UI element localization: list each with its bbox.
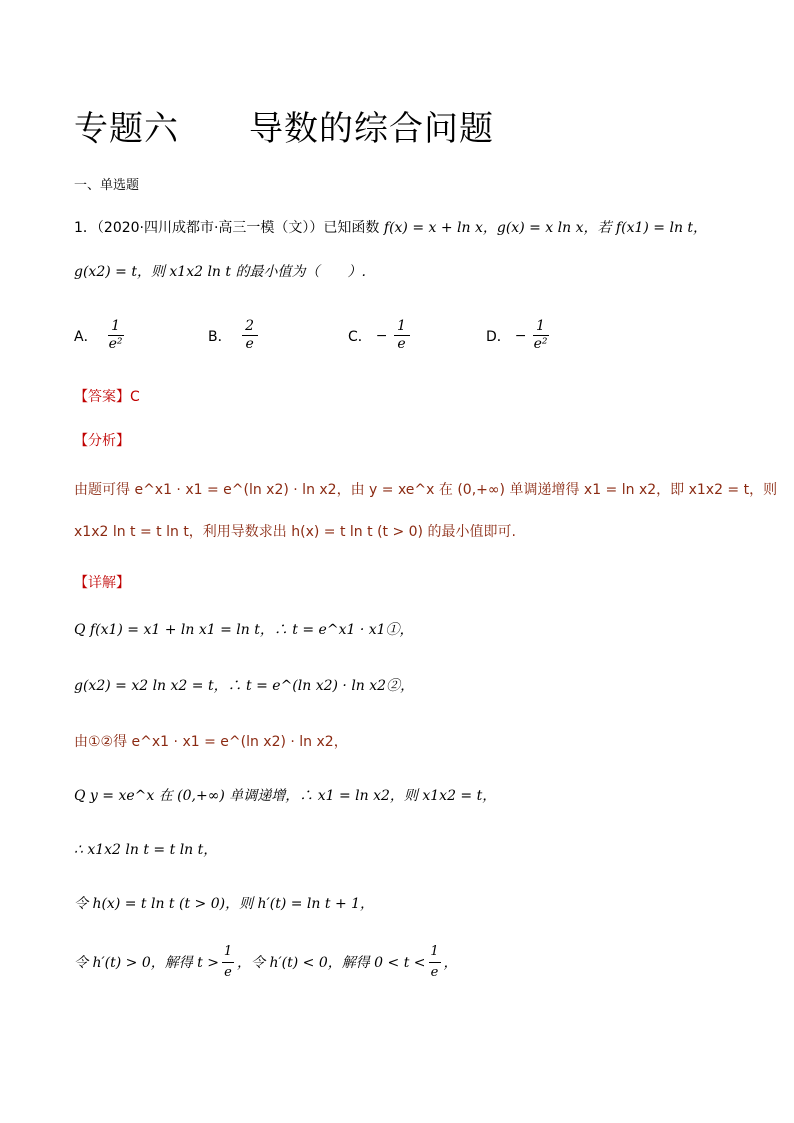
question-formula: f(x) = x + ln x，g(x) = x ln x，若 f(x1) = ln t， <box>383 220 708 236</box>
question-line-1 <box>74 218 707 238</box>
option-label: A． <box>74 328 98 345</box>
inline-fraction <box>222 942 234 983</box>
answer-value: C <box>130 389 140 405</box>
fraction-numerator: 1 <box>536 318 545 334</box>
option-fraction <box>242 318 258 353</box>
fraction-denominator: e <box>397 336 406 352</box>
detail-line-1: Q f(x1) = x1 + ln x1 = ln t，∴ t = e^x1 · x1①， <box>74 622 414 638</box>
page-title: 专题六 导数的综合问题 <box>74 109 494 149</box>
fraction-numerator: 2 <box>245 318 255 334</box>
option-fraction <box>533 318 549 353</box>
detail-line-7-part-1: 令 h′(t) > 0，解得 t > <box>74 954 219 971</box>
question-stem: 1．（2020·四川成都市·高三一模（文））已知函数 <box>74 220 384 236</box>
inline-fraction <box>429 942 441 983</box>
fraction-denominator: e <box>224 965 232 980</box>
fraction-numerator: 1 <box>397 318 406 334</box>
fraction-denominator: e² <box>108 336 123 352</box>
detail-line-2: g(x2) = x2 ln x2 = t，∴ t = e^(ln x2) · ln x2②， <box>74 678 415 694</box>
fraction-denominator: e² <box>533 336 548 352</box>
analysis-line-2: x1x2 ln t = t ln t，利用导数求出 h(x) = t ln t (t > 0) 的最小值即可. <box>74 524 516 540</box>
analysis-tag: 【分析】 <box>74 433 130 449</box>
detail-line-4: Q y = xe^x 在 (0,+∞) 单调递增，∴ x1 = ln x2，则 x1x2 = t， <box>74 788 497 804</box>
option-d <box>486 318 549 353</box>
fraction-denominator: e <box>430 965 439 980</box>
analysis-line-1: 由题可得 e^x1 · x1 = e^(ln x2) · ln x2，由 y = xe^x 在 (0,+∞) 单调递增得 x1 = ln x2，即 x1x2 = t，则 <box>74 482 778 498</box>
fraction-denominator: e <box>245 336 254 352</box>
answer-block <box>74 386 140 406</box>
question-line-2: g(x2) = t，则 x1x2 ln t 的最小值为（ ）. <box>74 264 366 280</box>
option-fraction <box>108 318 124 353</box>
option-sign: − <box>514 327 527 344</box>
detail-line-3: 由①②得 e^x1 · x1 = e^(ln x2) · ln x2， <box>74 734 348 750</box>
option-label: C． <box>348 328 372 345</box>
detail-line-7 <box>74 942 458 983</box>
detail-tag: 【详解】 <box>74 575 130 591</box>
fraction-numerator: 1 <box>430 944 439 959</box>
section-heading: 一、单选题 <box>74 178 140 193</box>
option-a <box>74 318 124 353</box>
option-sign: − <box>375 327 388 344</box>
option-label: B． <box>208 328 232 345</box>
option-fraction <box>394 318 410 353</box>
fraction-numerator: 1 <box>223 944 233 959</box>
fraction-numerator: 1 <box>111 318 121 334</box>
detail-line-7-part-2: ，令 h′(t) < 0，解得 0 < t < <box>237 954 426 971</box>
option-c <box>348 318 410 353</box>
option-b <box>208 318 258 353</box>
answer-tag: 【答案】 <box>74 389 130 405</box>
detail-line-5: ∴ x1x2 ln t = t ln t， <box>74 842 218 858</box>
option-label: D． <box>486 328 511 345</box>
detail-line-7-part-3: ， <box>443 954 458 971</box>
detail-line-6: 令 h(x) = t ln t (t > 0)，则 h′(t) = ln t + 1， <box>74 896 375 912</box>
